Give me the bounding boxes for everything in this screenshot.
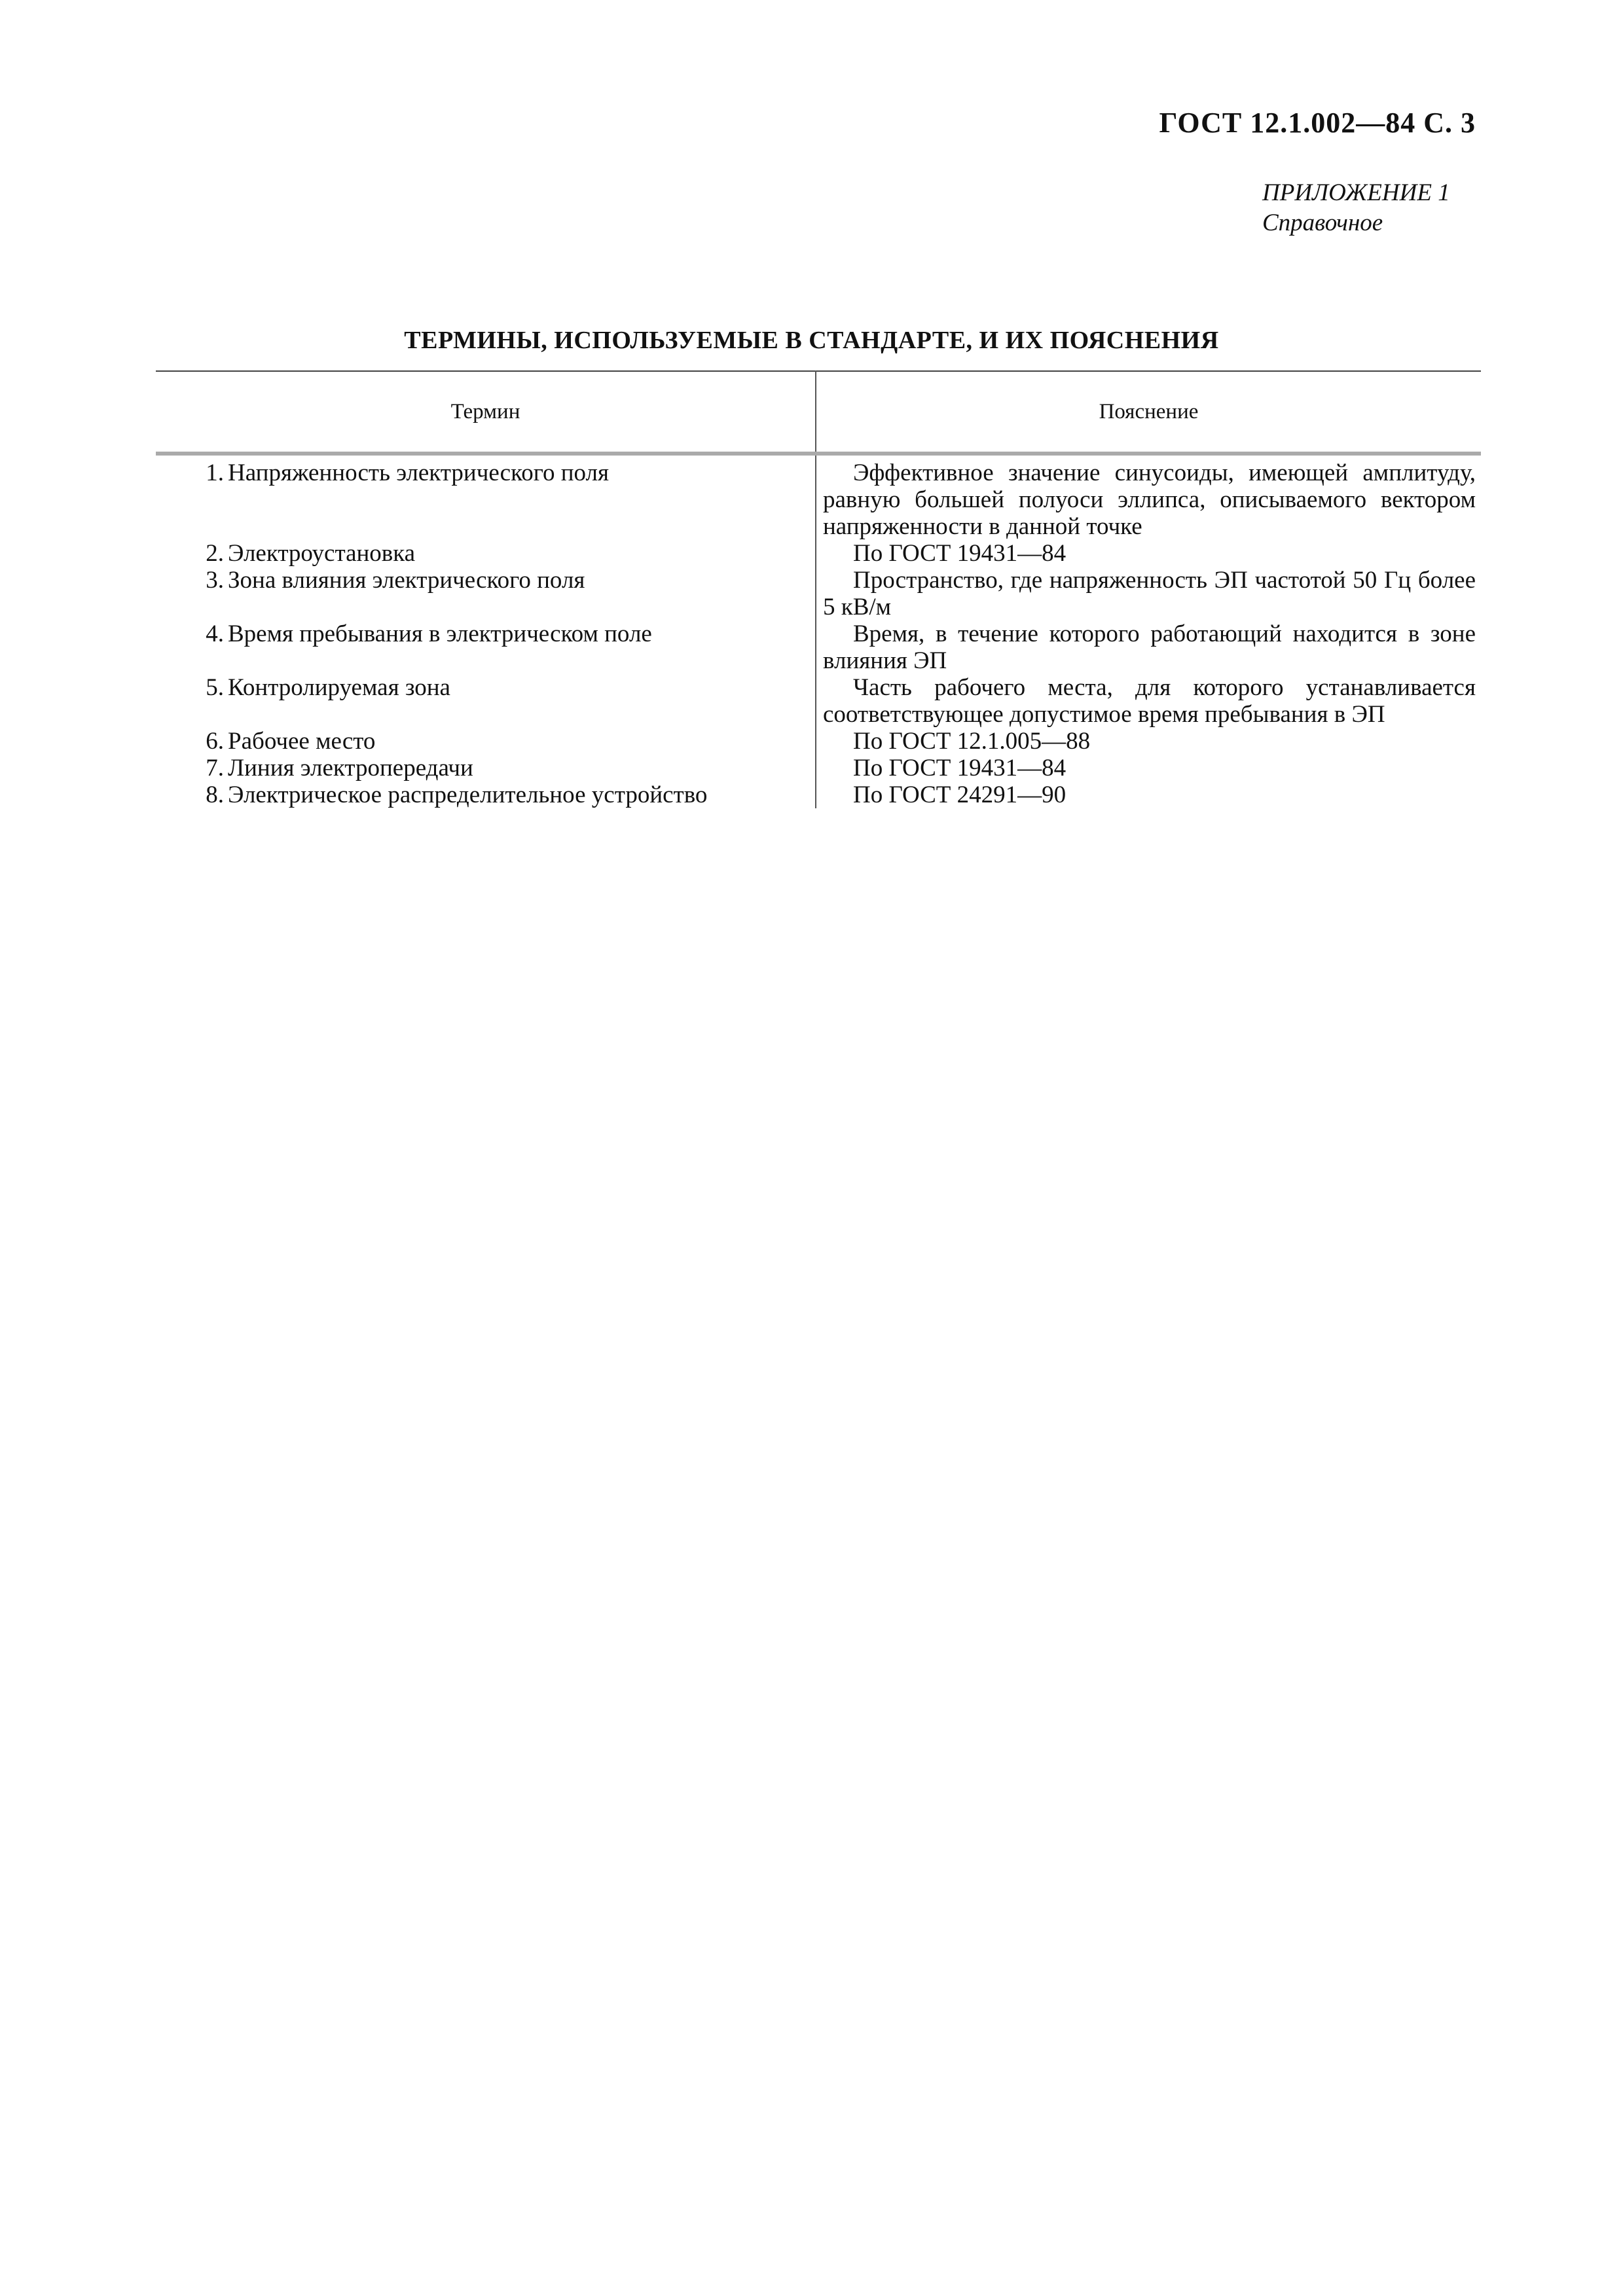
term-cell xyxy=(156,755,816,781)
appendix-block xyxy=(1262,178,1450,238)
table-header-row xyxy=(156,371,1481,454)
term-number: 4. xyxy=(206,620,224,647)
document-title: ТЕРМИНЫ, ИСПОЛЬЗУЕМЫЕ В СТАНДАРТЕ, И ИХ ПОЯСНЕНИЯ xyxy=(404,327,1219,354)
explanation-cell: Эффективное значение синусоиды, имеющей амплитуду, равную большей полуоси эллипса, описываемого вектором напряженности в данной точке xyxy=(823,459,1476,540)
explanation-cell: По ГОСТ 12.1.005—88 xyxy=(853,728,1091,755)
appendix-type: Справочное xyxy=(1262,209,1383,236)
explanation-cell: Пространство, где напряженность ЭП частотой 50 Гц более 5 кВ/м xyxy=(823,567,1476,620)
term-cell xyxy=(156,728,816,755)
term-text: Электроустановка xyxy=(228,540,416,567)
term-cell xyxy=(156,781,816,808)
term-cell xyxy=(156,567,816,620)
terms-table xyxy=(156,370,1481,808)
term-text: Рабочее место xyxy=(228,728,376,755)
column-header-explanation: Пояснение xyxy=(816,371,1481,454)
table-row xyxy=(156,781,1481,808)
term-text: Напряженность электрического поля xyxy=(228,459,609,486)
table-row xyxy=(156,567,1481,620)
term-cell xyxy=(156,540,816,567)
appendix-label: ПРИЛОЖЕНИЕ 1 xyxy=(1262,179,1450,206)
table-row xyxy=(156,755,1481,781)
term-number: 8. xyxy=(206,781,224,808)
term-text: Время пребывания в электрическом поле xyxy=(228,620,652,647)
page-header: ГОСТ 12.1.002—84 С. 3 xyxy=(1159,107,1476,139)
term-number: 2. xyxy=(206,540,224,567)
explanation-cell: По ГОСТ 19431—84 xyxy=(853,755,1067,781)
term-cell xyxy=(156,454,816,540)
term-text: Линия электропередачи xyxy=(228,755,473,781)
table-row xyxy=(156,540,1481,567)
term-number: 1. xyxy=(206,459,224,486)
term-text: Контролируемая зона xyxy=(228,674,450,701)
term-number: 7. xyxy=(206,755,224,781)
column-header-term: Термин xyxy=(156,371,816,454)
table-row xyxy=(156,728,1481,755)
term-number: 5. xyxy=(206,674,224,701)
term-text: Зона влияния электрического поля xyxy=(228,567,585,594)
term-number: 6. xyxy=(206,728,224,755)
explanation-cell: Часть рабочего места, для которого устанавливается соответствующее допустимое время пребывания в ЭП xyxy=(823,674,1476,728)
term-number: 3. xyxy=(206,567,224,594)
term-cell xyxy=(156,674,816,728)
table-row xyxy=(156,674,1481,728)
table-row xyxy=(156,620,1481,674)
explanation-cell: Время, в течение которого работающий находится в зоне влияния ЭП xyxy=(823,620,1476,674)
explanation-cell: По ГОСТ 24291—90 xyxy=(853,781,1067,808)
term-cell xyxy=(156,620,816,674)
term-text: Электрическое распределительное устройство xyxy=(228,781,708,808)
table-row xyxy=(156,454,1481,540)
explanation-cell: По ГОСТ 19431—84 xyxy=(853,540,1067,567)
